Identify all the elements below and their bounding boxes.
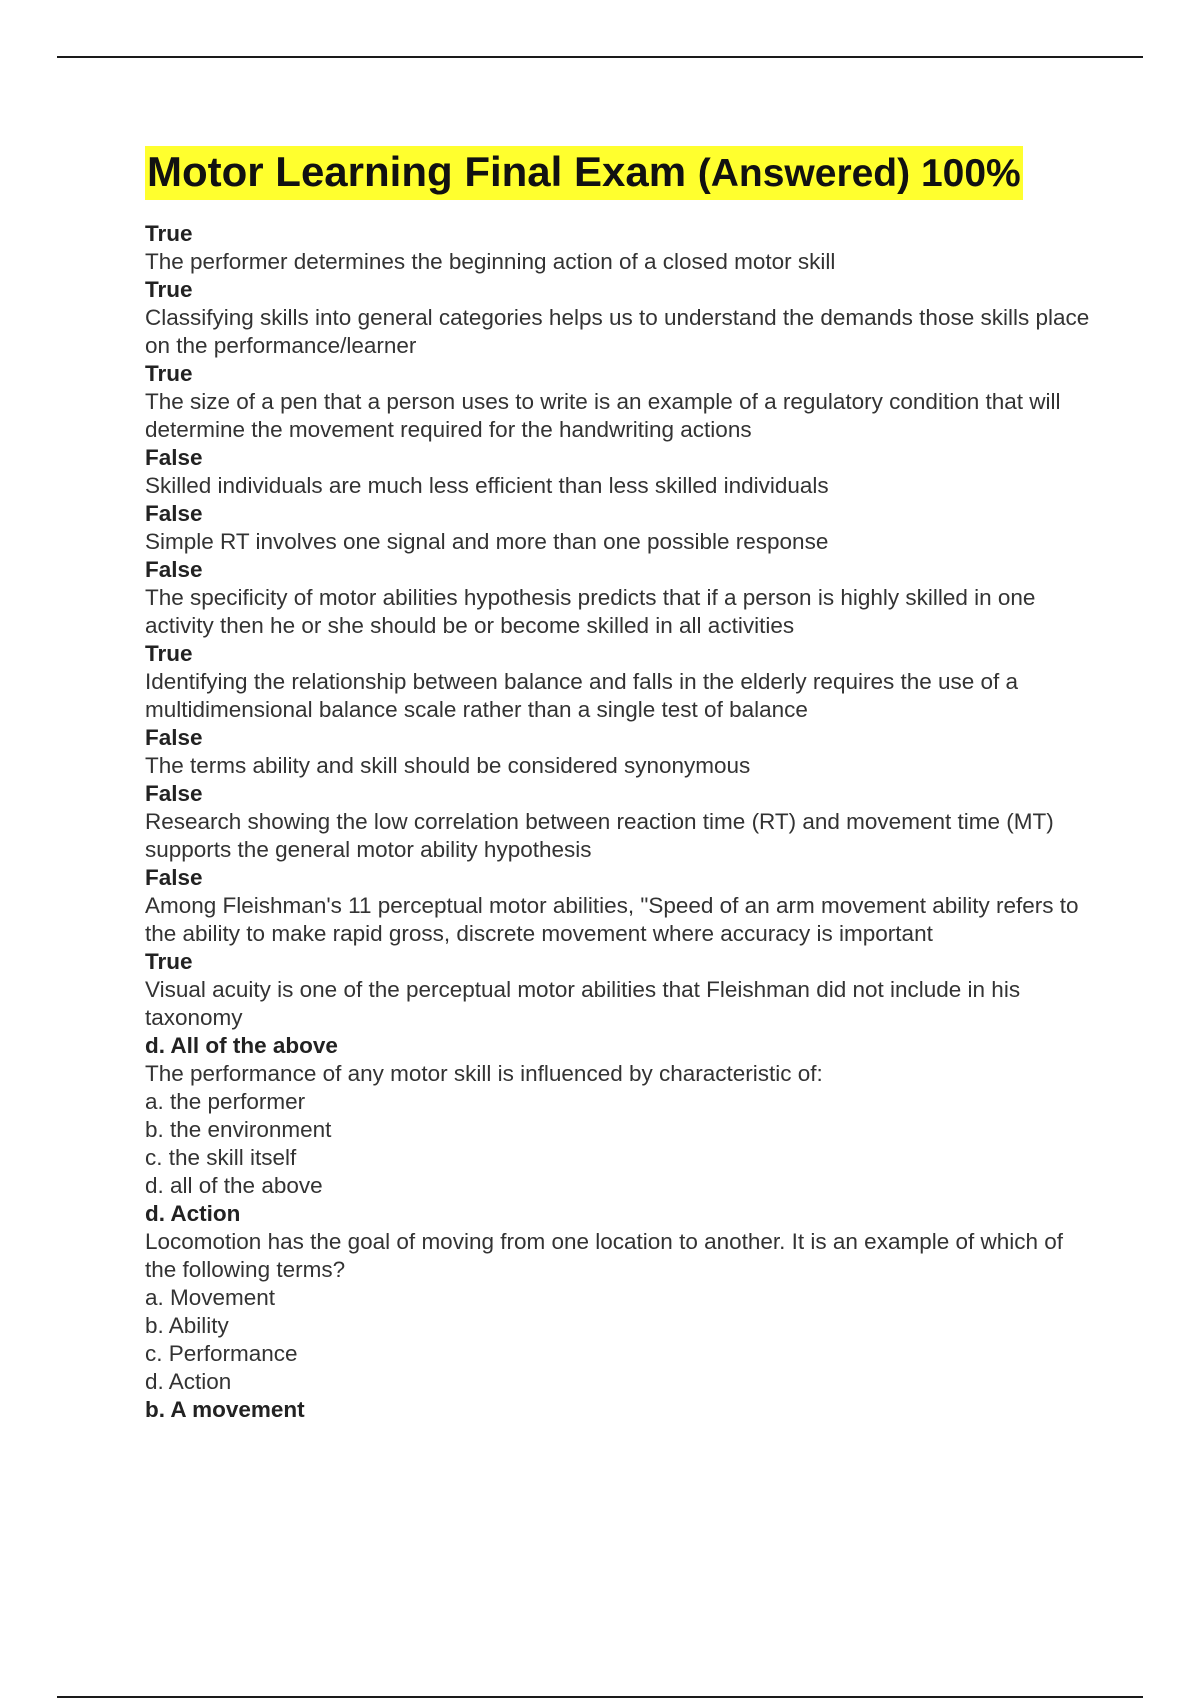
question: The specificity of motor abilities hypothesis predicts that if a person is highly skilled in one activity then he or she should be or become skilled in all activities — [145, 585, 1036, 638]
answer: False — [145, 445, 203, 470]
question: Locomotion has the goal of moving from one location to another. It is an example of which of the following terms? — [145, 1229, 1064, 1282]
bottom-rule — [57, 1696, 1143, 1698]
answer: True — [145, 641, 193, 666]
document-body — [145, 146, 1095, 1424]
question: The performance of any motor skill is influenced by characteristic of: — [145, 1061, 823, 1086]
question: Among Fleishman's 11 perceptual motor abilities, "Speed of an arm movement ability refers to the ability to make rapid gross, discrete movement where accuracy is important — [145, 893, 1079, 946]
option: a. the performer — [145, 1089, 306, 1114]
question: Classifying skills into general categories helps us to understand the demands those skills place on the performance/learner — [145, 305, 1090, 358]
qa-list — [145, 220, 1095, 1424]
top-rule — [57, 56, 1143, 58]
question: Visual acuity is one of the perceptual motor abilities that Fleishman did not include in his taxonomy — [145, 977, 1021, 1030]
question: Research showing the low correlation between reaction time (RT) and movement time (MT) supports the general motor ability hypothesis — [145, 809, 1054, 862]
option: d. all of the above — [145, 1173, 323, 1198]
document-title — [145, 146, 1023, 200]
answer: True — [145, 361, 193, 386]
answer: True — [145, 949, 193, 974]
question: The size of a pen that a person uses to write is an example of a regulatory condition that will determine the movement required for the handwriting actions — [145, 389, 1061, 442]
question: The terms ability and skill should be considered synonymous — [145, 753, 751, 778]
answer: True — [145, 277, 193, 302]
option: b. Ability — [145, 1313, 229, 1338]
answer: True — [145, 221, 193, 246]
answer: d. Action — [145, 1201, 241, 1226]
answer: False — [145, 781, 203, 806]
question: Identifying the relationship between balance and falls in the elderly requires the use of a multidimensional balance scale rather than a single test of balance — [145, 669, 1019, 722]
answer: False — [145, 725, 203, 750]
option: c. the skill itself — [145, 1145, 297, 1170]
question: Skilled individuals are much less efficient than less skilled individuals — [145, 473, 829, 498]
title-sub: (Answered) 100% — [697, 152, 1021, 195]
answer: d. All of the above — [145, 1033, 338, 1058]
answer: b. A movement — [145, 1397, 305, 1422]
answer: False — [145, 865, 203, 890]
title-main: Motor Learning Final Exam — [147, 148, 687, 195]
answer: False — [145, 557, 203, 582]
option: b. the environment — [145, 1117, 332, 1142]
answer: False — [145, 501, 203, 526]
question: The performer determines the beginning action of a closed motor skill — [145, 249, 836, 274]
question: Simple RT involves one signal and more than one possible response — [145, 529, 829, 554]
option: d. Action — [145, 1369, 232, 1394]
option: a. Movement — [145, 1285, 276, 1310]
option: c. Performance — [145, 1341, 298, 1366]
